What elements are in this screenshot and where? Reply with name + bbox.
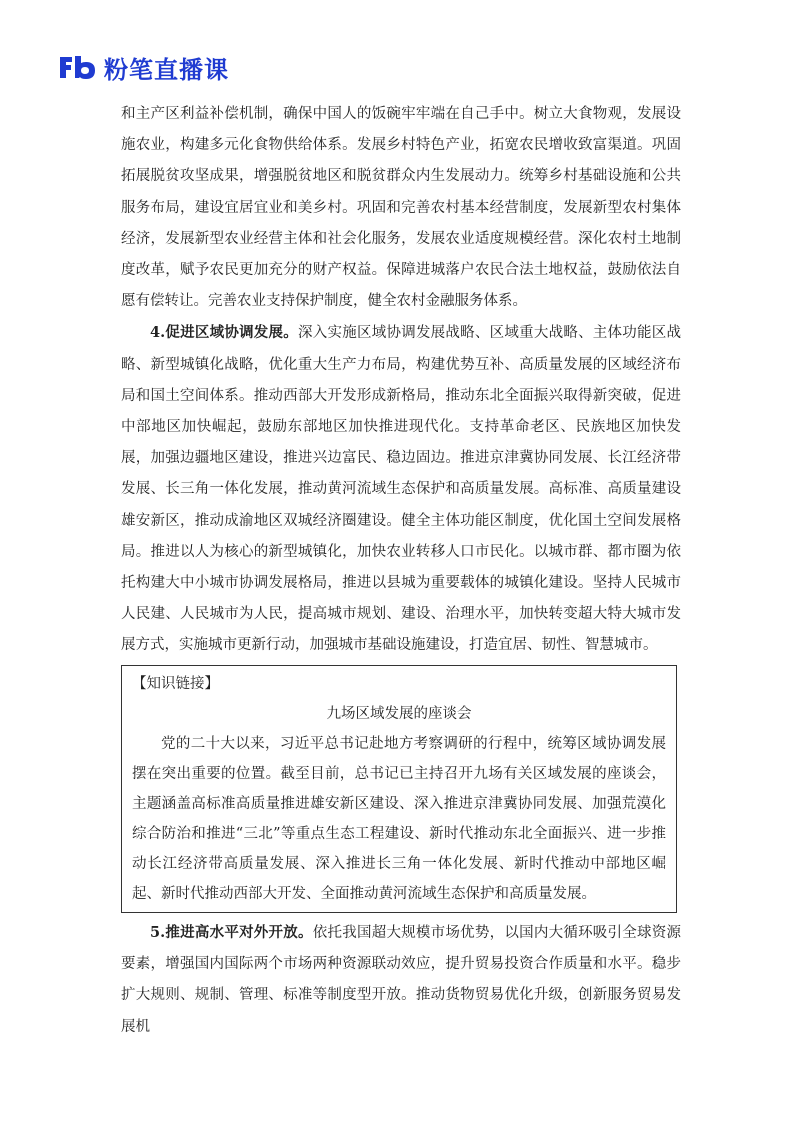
- document-body-bottom: [121, 917, 681, 1043]
- section-4-paragraph: [121, 317, 681, 661]
- section-5-text: 依托我国超大规模市场优势，以国内大循环吸引全球资源要素，增强国内国际两个市场两种资源联动效应，提升贸易投资合作质量和水平。稳步扩大规则、规制、管理、标准等制度型开放。推动货物贸易优化升级，创新服务贸易发展机: [121, 925, 681, 1035]
- knowledge-link-label: 【知识链接】: [132, 676, 219, 692]
- section-5-heading: 5.推进高水平对外开放。: [150, 924, 313, 941]
- fenbi-logo-icon: [58, 54, 98, 80]
- section-5-paragraph: [121, 917, 681, 1043]
- knowledge-link-box: [121, 665, 677, 913]
- knowledge-link-title: 九场区域发展的座谈会: [326, 706, 472, 722]
- section-4-text: 深入实施区域协调发展战略、区域重大战略、主体功能区战略、新型城镇化战略，优化重大生产力布局，构建优势互补、高质量发展的区域经济布局和国土空间体系。推动西部大开发形成新格局，推动东北全面振兴取得新突破，促进中部地区加快崛起，鼓励东部地区加快推进现代化。支持革命老区、民族地区加快发展，加强边疆地区建设，推进兴边富民、稳边固边。推进京津冀协同发展、长江经济带发展、长三角一体化发展，推动黄河流域生态保护和高质量发展。高标准、高质量建设雄安新区，推动成渝地区双城经济圈建设。健全主体功能区制度，优化国土空间发展格局。推进以人为核心的新型城镇化，加快农业转移人口市民化。以城市群、都市圈为依托构建大中小城市协调发展格局，推进以县城为重要载体的城镇化建设。坚持人民城市人民建、人民城市为人民，提高城市规划、建设、治理水平，加快转变超大特大城市发展方式，实施城市更新行动，加强城市基础设施建设，打造宜居、韧性、智慧城市。: [121, 325, 681, 654]
- knowledge-link-body: 党的二十大以来，习近平总书记赴地方考察调研的行程中，统筹区域协调发展摆在突出重要的位置。截至目前，总书记已主持召开九场有关区域发展的座谈会，主题涵盖高标准高质量推进雄安新区建设、深入推进京津冀协同发展、加强荒漠化综合防治和推进“三北”等重点生态工程建设、新时代推动东北全面振兴、进一步推动长江经济带高质量发展、深入推进长三角一体化发展、新时代推动中部地区崛起、新时代推动西部大开发、全面推动黄河流域生态保护和高质量发展。: [132, 736, 666, 902]
- section-4-heading: 4.促进区域协调发展。: [150, 324, 299, 342]
- brand-name: 粉笔直播课: [104, 55, 229, 84]
- document-body-top: [121, 99, 681, 662]
- brand-logo: [58, 52, 229, 82]
- paragraph-continuation: 和主产区利益补偿机制，确保中国人的饭碗牢牢端在自己手中。树立大食物观，发展设施农业，构建多元化食物供给体系。发展乡村特色产业，拓宽农民增收致富渠道。巩固拓展脱贫攻坚成果，增强脱贫地区和脱贫群众内生发展动力。统筹乡村基础设施和公共服务布局，建设宜居宜业和美乡村。巩固和完善农村基本经营制度，发展新型农村集体经济，发展新型农业经营主体和社会化服务，发展农业适度规模经营。深化农村土地制度改革，赋予农民更加充分的财产权益。保障进城落户农民合法土地权益，鼓励依法自愿有偿转让。完善农业支持保护制度，健全农村金融服务体系。: [121, 106, 681, 310]
